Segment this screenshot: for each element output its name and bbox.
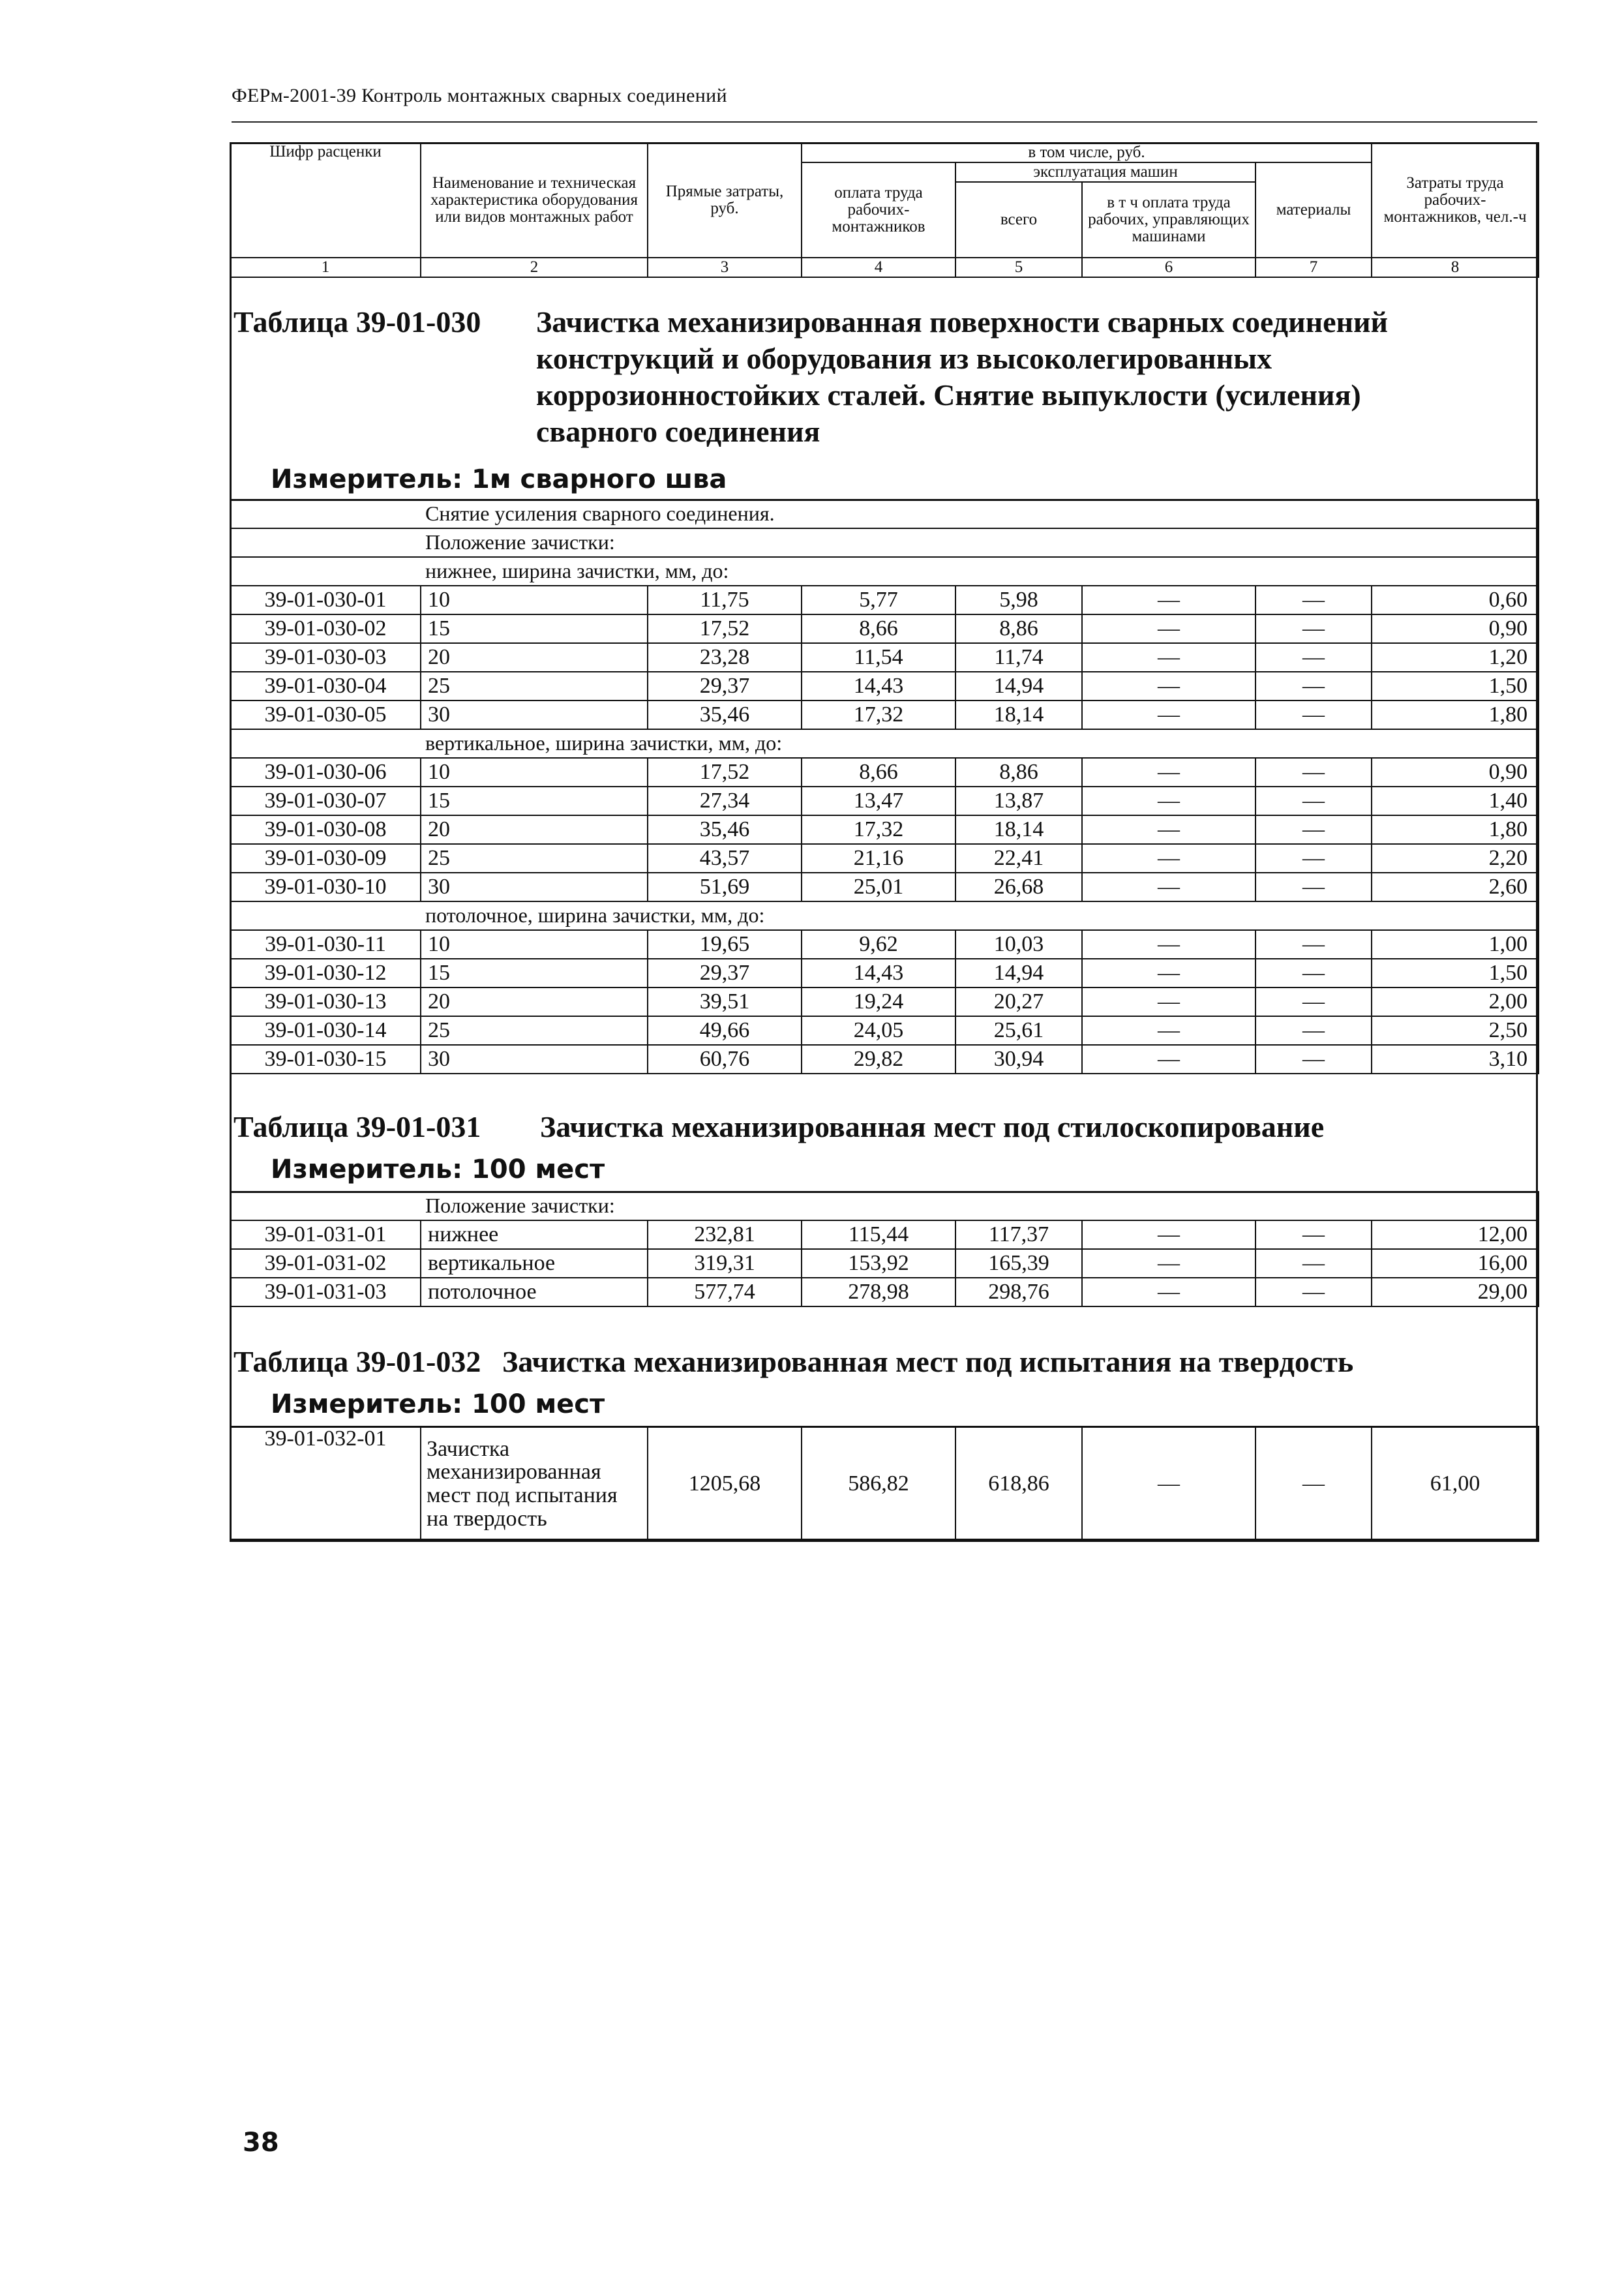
work-parameter: 30: [421, 701, 648, 729]
labor: 1,50: [1372, 672, 1539, 701]
machines-total: 8,86: [955, 758, 1082, 787]
materials: —: [1256, 586, 1372, 614]
subheading: Положение зачистки:: [230, 1192, 1539, 1220]
direct-cost: 17,52: [648, 614, 802, 643]
machines-wages: —: [1082, 758, 1256, 787]
table-row: [230, 1220, 1539, 1249]
materials: —: [1256, 787, 1372, 815]
col-including-header: в том числе, руб.: [802, 143, 1372, 162]
table-row: [230, 1278, 1539, 1306]
rate-code: 39-01-030-10: [230, 873, 421, 901]
wages: 115,44: [802, 1220, 955, 1249]
machines-total: 26,68: [955, 873, 1082, 901]
col-labor-header: Затраты труда рабочих-монтажников, чел.-ч: [1372, 143, 1539, 258]
work-parameter: 10: [421, 758, 648, 787]
direct-cost: 43,57: [648, 844, 802, 873]
col-machines-wages-header: в т ч оплата труда рабочих, управляющих машинами: [1082, 182, 1256, 258]
group-label: вертикальное, ширина зачистки, мм, до:: [230, 729, 1539, 758]
wages: 278,98: [802, 1278, 955, 1306]
machines-total: 618,86: [955, 1426, 1082, 1541]
work-parameter: 10: [421, 930, 648, 959]
table-030: [230, 499, 1539, 1074]
machines-total: 5,98: [955, 586, 1082, 614]
labor: 1,20: [1372, 643, 1539, 672]
table-row: [230, 643, 1539, 672]
machines-total: 11,74: [955, 643, 1082, 672]
wages: 5,77: [802, 586, 955, 614]
work-description: Зачистка механизированная мест под испытания на твердость: [421, 1426, 648, 1541]
machines-total: 14,94: [955, 959, 1082, 988]
machines-wages: —: [1082, 586, 1256, 614]
machines-wages: —: [1082, 1426, 1256, 1541]
col-number: 5: [955, 258, 1082, 277]
table-row: [230, 672, 1539, 701]
labor: 0,60: [1372, 586, 1539, 614]
direct-cost: 1205,68: [648, 1426, 802, 1541]
rate-code: 39-01-030-04: [230, 672, 421, 701]
direct-cost: 29,37: [648, 959, 802, 988]
labor: 1,80: [1372, 815, 1539, 844]
subheading: Положение зачистки:: [230, 528, 1539, 557]
wages: 24,05: [802, 1016, 955, 1045]
labor: 1,40: [1372, 787, 1539, 815]
work-parameter: 25: [421, 672, 648, 701]
wages: 17,32: [802, 815, 955, 844]
labor: 0,90: [1372, 758, 1539, 787]
col-number: 4: [802, 258, 955, 277]
rate-code: 39-01-030-01: [230, 586, 421, 614]
direct-cost: 19,65: [648, 930, 802, 959]
wages: 14,43: [802, 672, 955, 701]
rate-code: 39-01-030-12: [230, 959, 421, 988]
machines-wages: —: [1082, 614, 1256, 643]
group-label: потолочное, ширина зачистки, мм, до:: [230, 901, 1539, 930]
machines-wages: —: [1082, 815, 1256, 844]
direct-cost: 35,46: [648, 815, 802, 844]
machines-total: 165,39: [955, 1249, 1082, 1278]
rate-code: 39-01-030-09: [230, 844, 421, 873]
table-031-title: Зачистка механизированная мест под стилоскопирование: [540, 1110, 1325, 1143]
col-number: 1: [230, 258, 421, 277]
col-machines-total-header: всего: [955, 182, 1082, 258]
materials: —: [1256, 959, 1372, 988]
direct-cost: 35,46: [648, 701, 802, 729]
machines-total: 25,61: [955, 1016, 1082, 1045]
direct-cost: 60,76: [648, 1045, 802, 1074]
rate-code: 39-01-030-07: [230, 787, 421, 815]
rate-code: 39-01-030-08: [230, 815, 421, 844]
wages: 153,92: [802, 1249, 955, 1278]
machines-total: 18,14: [955, 701, 1082, 729]
machines-wages: —: [1082, 1045, 1256, 1074]
col-code-header: Шифр расценки: [230, 143, 421, 258]
labor: 29,00: [1372, 1278, 1539, 1306]
col-number: 3: [648, 258, 802, 277]
table-row: [230, 1045, 1539, 1074]
labor: 2,60: [1372, 873, 1539, 901]
machines-wages: —: [1082, 672, 1256, 701]
labor: 1,00: [1372, 930, 1539, 959]
table-row: [230, 988, 1539, 1016]
table-row: [230, 873, 1539, 901]
wages: 8,66: [802, 614, 955, 643]
machines-total: 22,41: [955, 844, 1082, 873]
materials: —: [1256, 1016, 1372, 1045]
work-parameter: потолочное: [421, 1278, 648, 1306]
labor: 2,00: [1372, 988, 1539, 1016]
table-row: [230, 1016, 1539, 1045]
table-031: [230, 1191, 1539, 1307]
materials: —: [1256, 672, 1372, 701]
labor: 12,00: [1372, 1220, 1539, 1249]
work-parameter: вертикальное: [421, 1249, 648, 1278]
work-parameter: 20: [421, 988, 648, 1016]
machines-wages: —: [1082, 1278, 1256, 1306]
machines-wages: —: [1082, 787, 1256, 815]
rate-code: 39-01-030-11: [230, 930, 421, 959]
work-parameter: 30: [421, 873, 648, 901]
table-030-meter: Измеритель: 1м сварного шва: [271, 464, 727, 494]
work-parameter: 10: [421, 586, 648, 614]
direct-cost: 232,81: [648, 1220, 802, 1249]
table-032: [230, 1426, 1539, 1542]
machines-wages: —: [1082, 701, 1256, 729]
machines-wages: —: [1082, 873, 1256, 901]
work-parameter: нижнее: [421, 1220, 648, 1249]
materials: —: [1256, 930, 1372, 959]
materials: —: [1256, 815, 1372, 844]
machines-total: 14,94: [955, 672, 1082, 701]
table-row: [230, 701, 1539, 729]
machines-total: 30,94: [955, 1045, 1082, 1074]
col-number: 6: [1082, 258, 1256, 277]
col-materials-header: материалы: [1256, 162, 1372, 258]
table-row: [230, 758, 1539, 787]
wages: 8,66: [802, 758, 955, 787]
table-row: [230, 586, 1539, 614]
materials: —: [1256, 1249, 1372, 1278]
machines-total: 18,14: [955, 815, 1082, 844]
work-parameter: 20: [421, 815, 648, 844]
machines-wages: —: [1082, 930, 1256, 959]
table-row: [230, 1249, 1539, 1278]
direct-cost: 23,28: [648, 643, 802, 672]
materials: —: [1256, 1278, 1372, 1306]
rate-code: 39-01-030-02: [230, 614, 421, 643]
machines-wages: —: [1082, 1220, 1256, 1249]
rate-code: 39-01-030-14: [230, 1016, 421, 1045]
machines-total: 8,86: [955, 614, 1082, 643]
direct-cost: 51,69: [648, 873, 802, 901]
rate-code: 39-01-030-06: [230, 758, 421, 787]
materials: —: [1256, 1220, 1372, 1249]
labor: 0,90: [1372, 614, 1539, 643]
rate-code: 39-01-031-03: [230, 1278, 421, 1306]
table-032-meter: Измеритель: 100 мест: [271, 1389, 605, 1419]
direct-cost: 27,34: [648, 787, 802, 815]
work-parameter: 30: [421, 1045, 648, 1074]
column-header-table: [230, 142, 1539, 278]
col-name-header: Наименование и техническая характеристика оборудования или видов монтажных работ: [421, 143, 648, 258]
work-parameter: 15: [421, 614, 648, 643]
materials: —: [1256, 988, 1372, 1016]
work-parameter: 15: [421, 959, 648, 988]
rate-code: 39-01-031-01: [230, 1220, 421, 1249]
rate-code: 39-01-031-02: [230, 1249, 421, 1278]
col-machines-header: эксплуатация машин: [955, 162, 1256, 182]
table-row: [230, 614, 1539, 643]
table-032-title: Зачистка механизированная мест под испытания на твердость: [502, 1345, 1354, 1378]
table-row: [230, 959, 1539, 988]
rate-code: 39-01-030-05: [230, 701, 421, 729]
wages: 11,54: [802, 643, 955, 672]
machines-wages: —: [1082, 1249, 1256, 1278]
table-032-number: Таблица 39-01-032: [233, 1345, 481, 1378]
labor: 16,00: [1372, 1249, 1539, 1278]
direct-cost: 577,74: [648, 1278, 802, 1306]
col-number: 7: [1256, 258, 1372, 277]
materials: —: [1256, 1045, 1372, 1074]
labor: 2,50: [1372, 1016, 1539, 1045]
machines-total: 298,76: [955, 1278, 1082, 1306]
direct-cost: 11,75: [648, 586, 802, 614]
wages: 17,32: [802, 701, 955, 729]
table-row: [230, 815, 1539, 844]
machines-total: 10,03: [955, 930, 1082, 959]
header-rule: [232, 121, 1537, 123]
materials: —: [1256, 1426, 1372, 1541]
labor: 1,80: [1372, 701, 1539, 729]
machines-wages: —: [1082, 643, 1256, 672]
machines-total: 13,87: [955, 787, 1082, 815]
machines-wages: —: [1082, 1016, 1256, 1045]
table-030-title: Зачистка механизированная поверхности сварных соединений конструкций и оборудования из высоколегированных коррозионностойких сталей. Снятие выпуклости (усиления) сварного соединения: [536, 305, 1389, 448]
table-030-number: Таблица 39-01-030: [233, 305, 481, 339]
materials: —: [1256, 701, 1372, 729]
direct-cost: 39,51: [648, 988, 802, 1016]
work-parameter: 20: [421, 643, 648, 672]
labor: 61,00: [1372, 1426, 1539, 1541]
table-row: [230, 844, 1539, 873]
materials: —: [1256, 643, 1372, 672]
page-number: 38: [243, 2128, 279, 2158]
work-parameter: 25: [421, 844, 648, 873]
col-number: 2: [421, 258, 648, 277]
rate-code: 39-01-030-15: [230, 1045, 421, 1074]
wages: 9,62: [802, 930, 955, 959]
machines-wages: —: [1082, 844, 1256, 873]
rate-code: 39-01-032-01: [230, 1426, 421, 1541]
group-label: нижнее, ширина зачистки, мм, до:: [230, 557, 1539, 586]
materials: —: [1256, 614, 1372, 643]
wages: 25,01: [802, 873, 955, 901]
labor: 1,50: [1372, 959, 1539, 988]
work-parameter: 25: [421, 1016, 648, 1045]
wages: 19,24: [802, 988, 955, 1016]
materials: —: [1256, 873, 1372, 901]
table-row: [230, 787, 1539, 815]
rate-code: 39-01-030-03: [230, 643, 421, 672]
wages: 13,47: [802, 787, 955, 815]
subheading: Снятие усиления сварного соединения.: [230, 500, 1539, 528]
table-031-meter: Измеритель: 100 мест: [271, 1154, 605, 1184]
direct-cost: 17,52: [648, 758, 802, 787]
direct-cost: 319,31: [648, 1249, 802, 1278]
machines-total: 20,27: [955, 988, 1082, 1016]
col-direct-header: Прямые затраты, руб.: [648, 143, 802, 258]
work-parameter: 15: [421, 787, 648, 815]
wages: 14,43: [802, 959, 955, 988]
col-wages-header: оплата труда рабочих-монтажников: [802, 162, 955, 258]
wages: 586,82: [802, 1426, 955, 1541]
machines-wages: —: [1082, 959, 1256, 988]
materials: —: [1256, 844, 1372, 873]
running-header: ФЕРм-2001-39 Контроль монтажных сварных соединений: [232, 85, 727, 106]
table-031-number: Таблица 39-01-031: [233, 1110, 481, 1143]
direct-cost: 29,37: [648, 672, 802, 701]
labor: 3,10: [1372, 1045, 1539, 1074]
labor: 2,20: [1372, 844, 1539, 873]
rate-code: 39-01-030-13: [230, 988, 421, 1016]
table-row: [230, 930, 1539, 959]
machines-total: 117,37: [955, 1220, 1082, 1249]
wages: 21,16: [802, 844, 955, 873]
col-number: 8: [1372, 258, 1539, 277]
machines-wages: —: [1082, 988, 1256, 1016]
wages: 29,82: [802, 1045, 955, 1074]
direct-cost: 49,66: [648, 1016, 802, 1045]
materials: —: [1256, 758, 1372, 787]
